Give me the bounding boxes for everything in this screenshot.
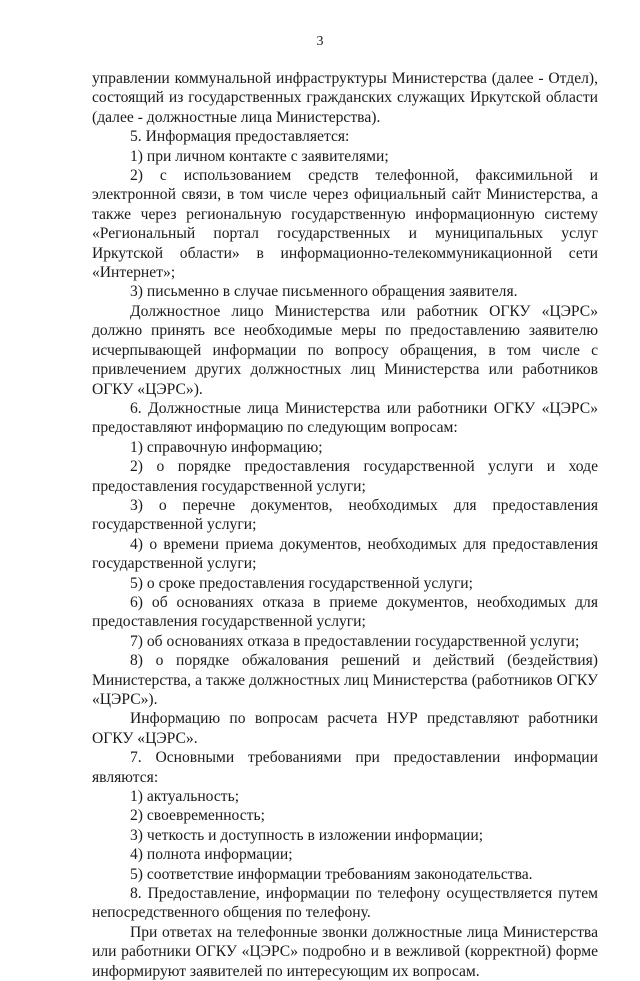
page-number: 3 bbox=[316, 34, 324, 49]
paragraph-20: 3) четкость и доступность в изложении информации; bbox=[130, 826, 484, 844]
paragraph-12: 5) о сроке предоставления государственной услуги; bbox=[130, 574, 473, 592]
paragraph-7: 6. Должностные лица Министерства или работники ОГКУ «ЦЭРС» предоставляют информацию по следующим вопросам: bbox=[92, 399, 598, 437]
paragraph-5: 3) письменно в случае письменного обращения заявителя. bbox=[130, 283, 518, 301]
paragraph-3: 1) при личном контакте с заявителями; bbox=[130, 147, 389, 165]
paragraph-15: 8) о порядке обжалования решений и действий (бездействия) Министерства, а также должностных лиц Министерства (работников ОГКУ «ЦЭРС»). bbox=[92, 652, 598, 708]
paragraph-9: 2) о порядке предоставления государственной услуги и ходе предоставления государственной услуги; bbox=[92, 458, 598, 495]
paragraph-10: 3) о перечне документов, необходимых для предоставления государственной услуги; bbox=[92, 496, 598, 534]
paragraph-19: 2) своевременность; bbox=[130, 807, 265, 825]
paragraph-8: 1) справочную информацию; bbox=[130, 438, 323, 456]
paragraph-23: 8. Предоставление, информации по телефону осуществляется путем непосредственного общения по телефону. bbox=[92, 885, 598, 922]
paragraph-4: 2) с использованием средств телефонной, факсимильной и электронной связи, в том числе через официальный сайт Министерства, а также через региональную государственную информационную систему «Региональный портал государственных и муниципальных услуг Иркутской области» в информационно-телекоммуникационной сети «Интернет»; bbox=[92, 167, 598, 282]
paragraph-2: 5. Информация предоставляется: bbox=[130, 128, 350, 146]
paragraph-16: Информацию по вопросам расчета НУР представляют работники ОГКУ «ЦЭРС». bbox=[92, 710, 598, 747]
paragraph-17: 7. Основными требованиями при предоставлении информации являются: bbox=[92, 749, 598, 786]
paragraph-6: Должностное лицо Министерства или работник ОГКУ «ЦЭРС» должно принять все необходимые меры по предоставлению заявителю исчерпывающей информации по вопросу обращения, в том числе с привлечением других должностных лиц Министерства или работников ОГКУ «ЦЭРС»). bbox=[92, 302, 598, 398]
paragraph-24: При ответах на телефонные звонки должностные лица Министерства или работники ОГКУ «ЦЭРС» подробно и в вежливой (корректной) форме информируют заявителей по интересующим их вопросам. bbox=[92, 923, 598, 980]
document-body bbox=[92, 69, 598, 981]
paragraph-18: 1) актуальность; bbox=[130, 788, 240, 806]
paragraph-22: 5) соответствие информации требованиям законодательства. bbox=[130, 865, 533, 883]
paragraph-11: 4) о времени приема документов, необходимых для предоставления государственной услуги; bbox=[92, 535, 598, 573]
paragraph-21: 4) полнота информации; bbox=[130, 846, 293, 864]
paragraph-1: управлении коммунальной инфраструктуры Министерства (далее - Отдел), состоящий из государственных гражданских служащих Иркутской области (далее - должностные лица Министерства). bbox=[92, 70, 598, 126]
paragraph-13: 6) об основаниях отказа в приеме документов, необходимых для предоставления государственной услуги; bbox=[92, 593, 598, 631]
paragraph-14: 7) об основаниях отказа в предоставлении государственной услуги; bbox=[130, 632, 580, 650]
